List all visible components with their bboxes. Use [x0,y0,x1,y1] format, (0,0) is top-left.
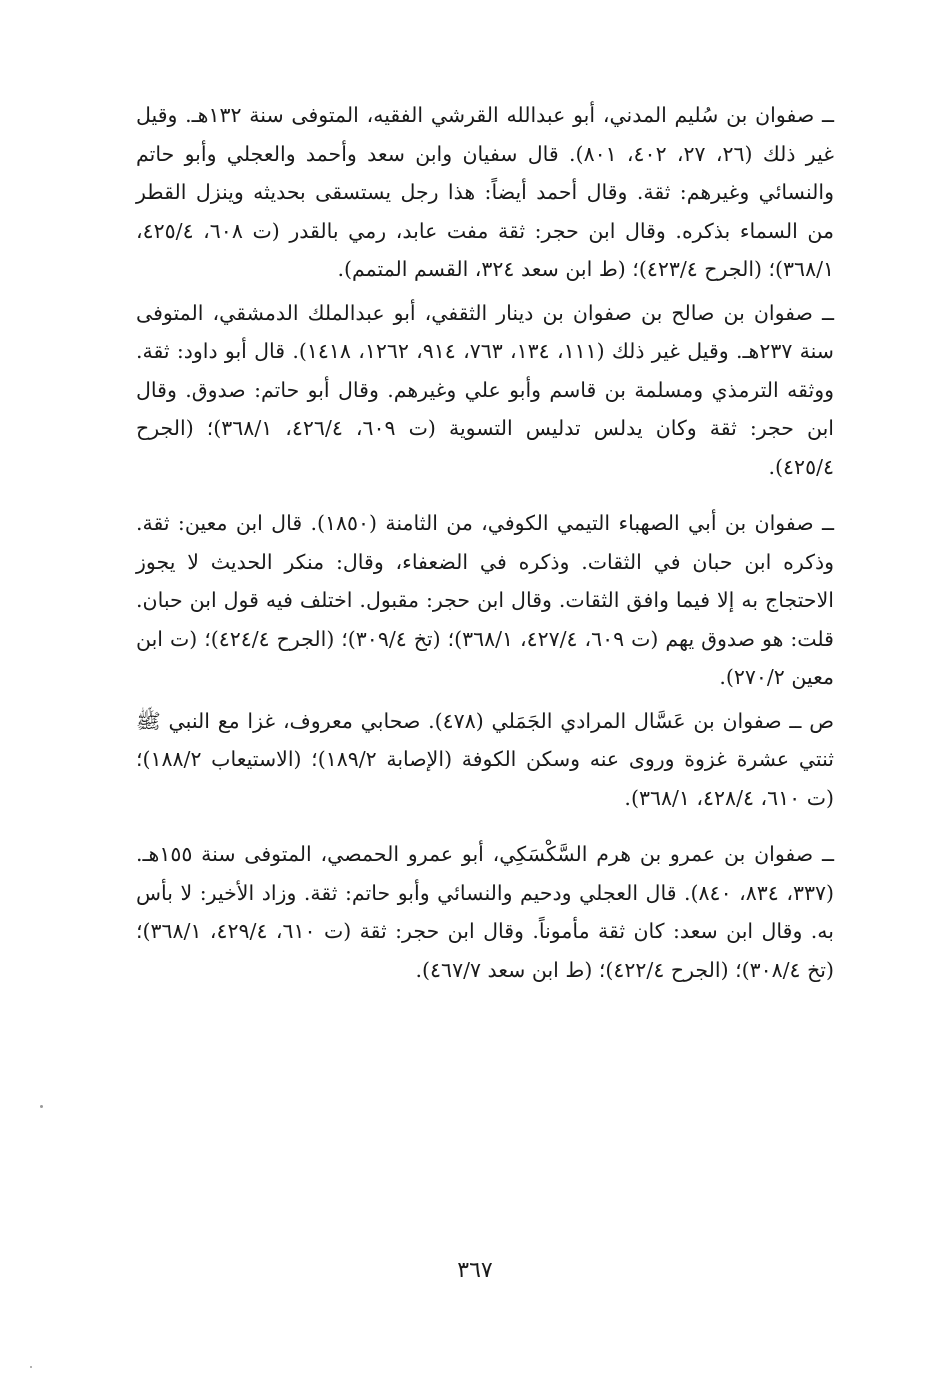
entry-safwan-ibn-sulaym: ــ صفوان بن سُليم المدني، أبو عبدالله القرشي الفقيه، المتوفى سنة ١٣٢هـ. وقيل غير ذلك (٢٦، ٢٧، ٤٠٢، ٨٠١). قال سفيان وابن سعد وأحمد والعجلي وأبو حاتم والنسائي وغيرهم: ثقة. وقال أحمد أيضاً: هذا رجل يستسقى بحديثه وينزل القطر من السماء بذكره. وقال ابن حجر: ثقة مفت عابد، رمي بالقدر (ت ٦٠٨، ٤٢٥/٤، ٣٦٨/١)؛ (الجرح ٤٢٣/٤)؛ (ط ابن سعد ٣٢٤، القسم المتمم). [136,103,835,281]
biography-entries [136,96,834,989]
page-number: ٣٦٧ [457,1258,493,1283]
entry-safwan-ibn-abi-al-sahba: ــ صفوان بن أبي الصهباء التيمي الكوفي، من الثامنة (١٨٥٠). قال ابن معين: ثقة. وذكره ابن حبان في الثقات. وذكره في الضعفاء، وقال: منكر الحديث لا يجوز الاحتجاج به إلا فيما وافق الثقات. وقال ابن حجر: مقبول. اختلف فيه قول ابن حبان. قلت: هو صدوق يهم (ت ٦٠٩، ٤٢٧/٤، ٣٦٨/١)؛ (تخ ٣٠٩/٤)؛ (الجرح ٤٢٤/٤)؛ (ت ابن معين ٢٧٠/٢). [136,511,834,689]
entry-safwan-ibn-assal: ص ــ صفوان بن عَسَّال المرادي الجَمَلي (٤٧٨). صحابي معروف، غزا مع النبي ﷺ ثنتي عشرة غزوة وروى عنه وسكن الكوفة (الإصابة ١٨٩/٢)؛ (الاستيعاب ١٨٨/٢)؛ (ت ٦١٠، ٤٢٨/٤، ٣٦٨/١). [136,708,834,810]
entry-safwan-ibn-salih: ــ صفوان بن صالح بن صفوان بن دينار الثقفي، أبو عبدالملك الدمشقي، المتوفى سنة ٢٣٧هـ. وقيل غير ذلك (١١١، ١٣٤، ٧٦٣، ٩١٤، ١٢٦٢، ١٤١٨). قال أبو داود: ثقة. ووثقه الترمذي ومسلمة بن قاسم وأبو علي وغيرهم. وقال أبو حاتم: صدوق. وقال ابن حجر: ثقة وكان يدلس تدليس التسوية (ت ٦٠٩، ٤٢٦/٤، ٣٦٨/١)؛ (الجرح ٤٢٥/٤). [136,300,834,479]
entry-safwan-ibn-amr: ــ صفوان بن عمرو بن هرم السَّكْسَكِي، أبو عمرو الحمصي، المتوفى سنة ١٥٥هـ. (٣٣٧، ٨٣٤، ٨٤٠). قال العجلي ودحيم والنسائي وأبو حاتم: ثقة. وزاد الأخير: لا بأس به. وقال ابن سعد: كان ثقة مأموناً. وقال ابن حجر: ثقة (ت ٦١٠، ٤٢٩/٤، ٣٦٨/١)؛ (تخ ٣٠٨/٤)؛ (الجرح ٤٢٢/٤)؛ (ط ابن سعد ٤٦٧/٧). [136,842,834,982]
scan-speck [40,1105,43,1108]
scan-speck [30,1366,32,1368]
